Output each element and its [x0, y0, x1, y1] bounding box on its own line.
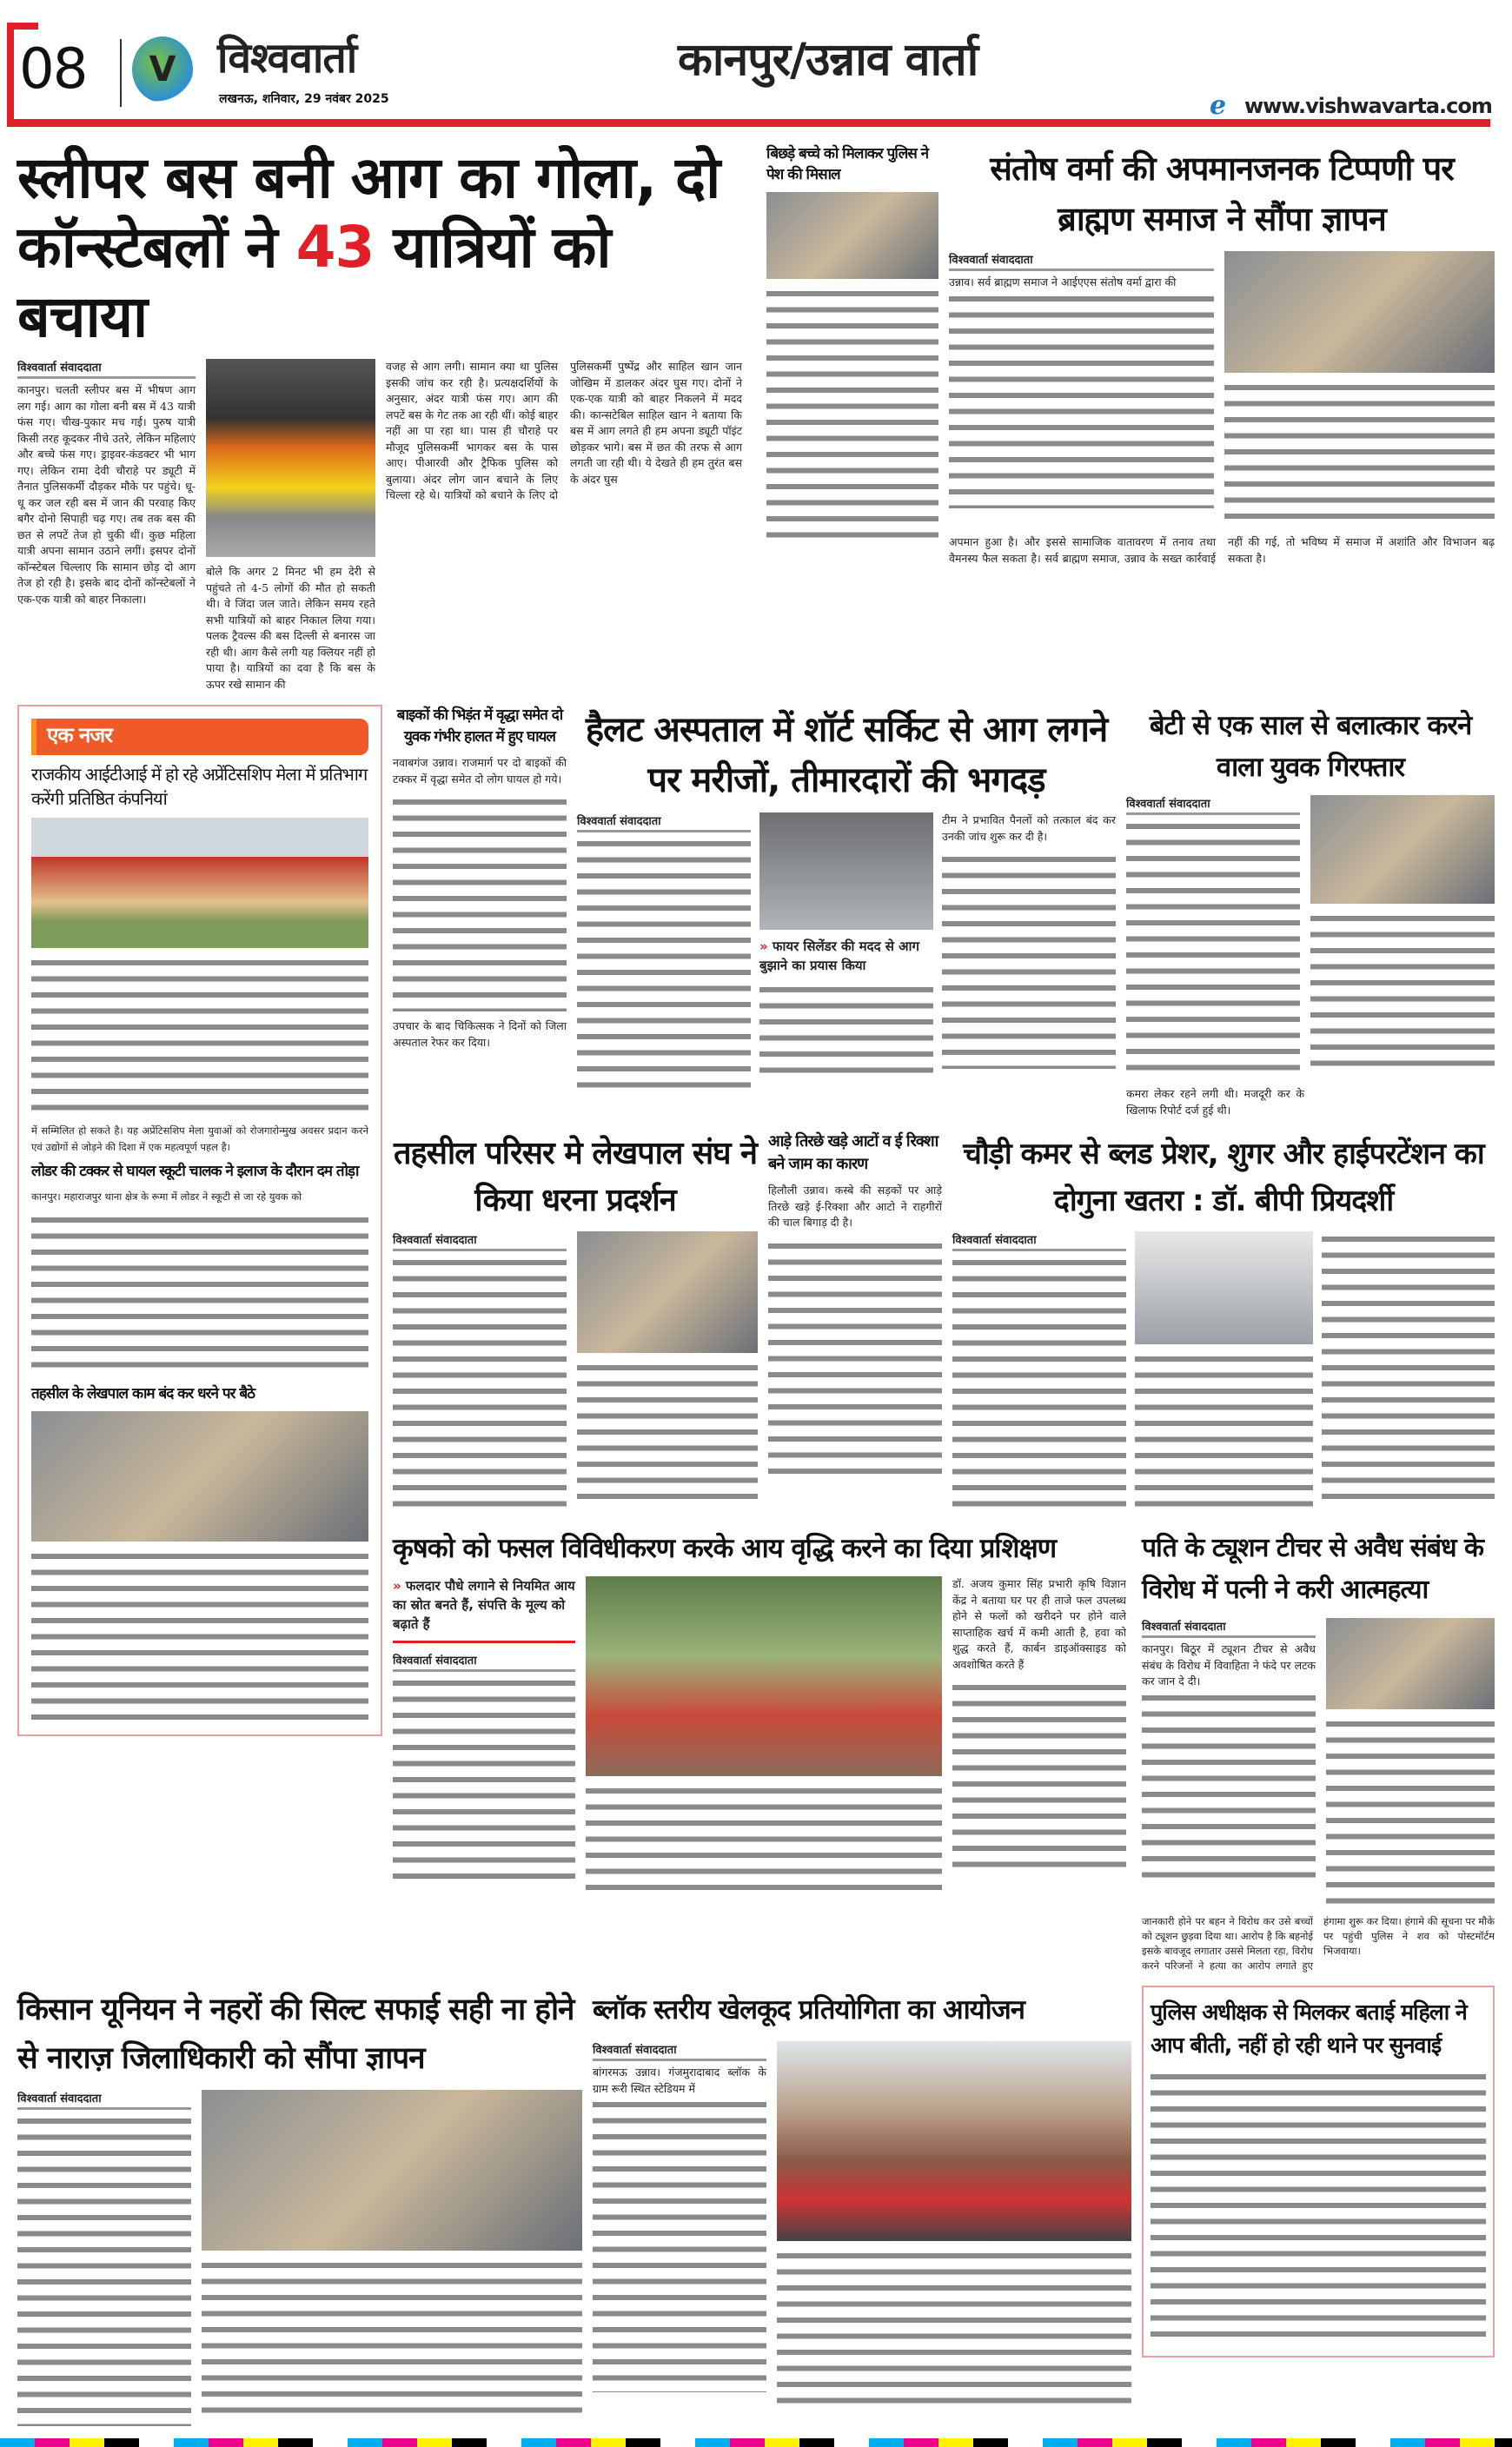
- byline: विश्ववार्ता संवाददाता: [1142, 1618, 1316, 1638]
- story-text: हिलौली उन्नाव। कस्बे की सड़कों पर आड़े तिरछे खड़े ई-रिक्शा और आटो ने राहगीरों की चाल बिगाड़ दी है।: [768, 1184, 942, 1229]
- headline-waist: चौड़ी कमर से ब्लड प्रेशर, शुगर और हाईपरटेंशन का दोगुना खतरा : डॉ. बीपी प्रियदर्शी: [963, 1137, 1484, 1218]
- story-bikes: [393, 705, 567, 1051]
- story-text-lines: [586, 1783, 942, 1896]
- sp-box: [1142, 1986, 1495, 2357]
- story-text-lines: [31, 1212, 368, 1377]
- story-text-lines: [593, 2097, 766, 2392]
- page-number: 08: [19, 37, 87, 102]
- headline-child: बिछड़े बच्चे को मिलाकर पुलिस ने पेश की मिसाल: [766, 145, 929, 183]
- headline-line1: स्लीपर बस बनी आग का गोला, दो: [17, 144, 720, 211]
- dateline: लखनऊ, शनिवार, 29 नवंबर 2025: [219, 92, 389, 106]
- story-text-lines: [1322, 1231, 1495, 1509]
- story-text: अपमान हुआ है। और इससे सामाजिक वातावरण में तनाव तथा वैमनस्य फैल सकता है। सर्व ब्राह्मण समाज, उन्नाव के सख्त कार्रवाई नहीं की गई, तो भविष्य में समाज में अशांति और विभाजन बढ़ सकता है।: [949, 535, 1495, 565]
- story-text-lines: [942, 852, 1116, 1069]
- headline-suicide: पति के ट्यूशन टीचर से अवैध संबंध के विरोध में पत्नी ने करी आत्महत्या: [1142, 1533, 1484, 1605]
- byline: विश्ववार्ता संवाददाता: [393, 1652, 575, 1672]
- story-text: में सम्मिलित हो सकते है। यह अप्रेंटिसशिप मेला युवाओं को रोजगारोन्मुख अवसर प्रदान करने एवं उद्योगों से जोड़ने की दिशा में एक महत्वपूर्ण पहल है।: [31, 1124, 368, 1153]
- story-text-lines: [1151, 2069, 1486, 2347]
- byline: विश्ववार्ता संवाददाता: [17, 2090, 191, 2110]
- story-text: कानपुर। महाराजपुर थाना क्षेत्र के रूमा में लोडर ने स्कूटी से जा रहे युवक को: [31, 1190, 302, 1203]
- byline: विश्ववार्ता संवाददाता: [17, 359, 196, 379]
- story-text-lines: [768, 1238, 942, 1482]
- bus-col1: [17, 359, 196, 607]
- masthead-area: [0, 0, 1512, 135]
- child-photo: [766, 192, 938, 279]
- story-jam: [768, 1131, 942, 1482]
- story-child: [766, 143, 938, 547]
- pullquote-text: फायर सिलेंडर की मदद से आग बुझाने का प्रयास किया: [759, 938, 919, 973]
- story-text-lines: [949, 291, 1214, 508]
- headline-iti: राजकीय आईटीआई में हो रहे अप्रेंटिसशिप मेला में प्रतिभाग करेंगी प्रतिष्ठित कंपनियां: [31, 764, 368, 809]
- lekhpal-photo: [31, 1411, 368, 1542]
- story-santosh: [949, 143, 1495, 567]
- story-text-lines: [17, 2113, 191, 2426]
- story-text: बोले कि अगर 2 मिनट भी हम देरी से पहुंचते तो 4-5 लोगों की मौत हो सकती थी। वे जिंदा जल जाते। लेकिन समय रहते सभी यात्रियों को बाहर निकाल लिया गया। पलक ट्रैवल्स की बस दिल्ली से बनारस जा रही थी। आग कैसे लगी यह क्लियर नहीं हो पाया है। यात्रियों का दवा है कि बस के ऊपर रखे सामान की: [206, 565, 375, 691]
- santosh-photo: [1224, 251, 1495, 373]
- headline-sp: पुलिस अधीक्षक से मिलकर बताई महिला ने आप बीती, नहीं हो रही थाने पर सुनवाई: [1151, 1999, 1467, 2058]
- story-sports: [593, 1986, 1131, 2404]
- website-url[interactable]: www.vishwavarta.com: [1244, 94, 1492, 118]
- story-text: टीम ने प्रभावित पैनलों को तत्काल बंद कर उनकी जांच शुरू कर दी है।: [942, 813, 1116, 843]
- byline: विश्ववार्ता संवाददाता: [393, 1231, 567, 1251]
- farmers-photo: [586, 1576, 942, 1776]
- story-text: कानपुर। चलती स्लीपर बस में भीषण आग लग गई। आग का गोला बनी बस में 43 यात्री फंस गए। चीख-पुकार मच गई। पुरुष यात्री किसी तरह कूदकर नीचे उतरे, लेकिन महिलाएं और बच्चे फंस गए। ड्राइवर-कंडक्टर भी भाग गए। लेकिन रामा देवी चौराहे पर ड्यूटी में तैनात पुलिसकर्मी दौड़कर मौके पर पहुंचे। धू-धू कर जल रही बस में जान की परवाह किए बगैर दोनो सिपाही चढ़ गए। तब तक बस की छत से लपटें तेज हो चुकी थीं। कुछ महिला यात्री अपना सामान उठाने लगीं। इसपर दोनों कॉन्स्टेबल चिल्लाए कि सामान छोड़ दो आग तेज हो रही है। इसके बाद दोनों कॉन्स्टेबलों ने एक-एक यात्री को बाहर निकाला।: [17, 383, 196, 606]
- headline-line2b: यात्रियों को बचाया: [17, 214, 611, 350]
- masthead-logo-icon: V: [132, 36, 193, 103]
- byline: विश्ववार्ता संवाददाता: [577, 812, 751, 832]
- color-registration-bar: [0, 2438, 1512, 2447]
- headline-loader: लोडर की टक्कर से घायल स्कूटी चालक ने इलाज के दौरान दम तोड़ा: [31, 1163, 359, 1180]
- headline-number: 43: [295, 214, 375, 281]
- story-text: उन्नाव। सर्व ब्राह्मण समाज ने आईएएस संतोष वर्मा द्वारा की: [949, 275, 1177, 288]
- story-text-lines: [952, 1255, 1126, 1515]
- story-text-lines: [1135, 1351, 1313, 1508]
- kisan-photo: [202, 2090, 582, 2251]
- arrest-photo: [1310, 795, 1495, 904]
- story-text: कानपुर। बिठूर में ट्यूशन टीचर से अवैध संबंध के विरोध में विवाहिता ने फंदे पर लटक कर जान दे दी।: [1142, 1642, 1316, 1688]
- waist-photo: [1135, 1231, 1313, 1344]
- headline-farmers: कृषको को फसल विविधीकरण करके आय वृद्धि करने का दिया प्रशिक्षण: [393, 1533, 1057, 1564]
- pullquote-fruit-trees: [393, 1576, 575, 1643]
- headline-arrest: बेटी से एक साल से बलात्कार करने वाला युवक गिरफ्तार: [1149, 710, 1472, 783]
- byline: विश्ववार्ता संवाददाता: [1126, 795, 1300, 815]
- story-text-lines: [1142, 1690, 1316, 1881]
- byline: विश्ववार्ता संवाददाता: [593, 2041, 766, 2061]
- pullquote-fire-cylinder: [759, 937, 933, 975]
- santosh-col: [949, 251, 1214, 508]
- headline-bikes: बाइकों की भिड़ंत में वृद्धा समेत दो युवक गंभीर हालत में हुए घायल: [396, 706, 563, 746]
- corner-accent: [7, 23, 38, 30]
- story-text: कमरा लेकर रहने लगी थी। मजदूरी कर के खिलाफ रिपोर्ट दर्ज हुई थी।: [1126, 1087, 1304, 1117]
- story-text: नवाबगंज उन्नाव। राजमार्ग पर दो बाइकों की टक्कर में वृद्धा समेत दो लोग घायल हो गये।: [393, 756, 567, 786]
- quote-mark-icon: »: [393, 1578, 406, 1594]
- headline-kisan: किसान यूनियन ने नहरों की सिल्ट सफाई सही ना होने से नाराज़ जिलाधिकारी को सौंपा ज्ञापन: [17, 1993, 574, 2076]
- story-text-lines: [1310, 911, 1495, 1071]
- child-text: [766, 286, 938, 547]
- story-text-lines: [1126, 819, 1300, 1079]
- story-text-lines: [952, 1680, 1126, 1871]
- story-bus-fire: [17, 143, 756, 693]
- story-kisan: [17, 1986, 582, 2426]
- story-text-lines: [393, 794, 567, 1011]
- story-text-lines: [577, 1360, 758, 1508]
- story-text-lines: [577, 836, 751, 1097]
- headline-santosh: संतोष वर्मा की अपमानजनक टिप्पणी पर ब्राह्मण समाज ने सौंपा ज्ञापन: [990, 149, 1454, 238]
- story-text-lines: [393, 1675, 575, 1884]
- headline-jam: आड़े तिरछे खड़े आटों व ई रिक्शा बने जाम का कारण: [768, 1132, 938, 1173]
- suicide-photo: [1326, 1618, 1495, 1709]
- headline-tehsil: तहसील परिसर मे लेखपाल संघ ने किया धरना प्रदर्शन: [393, 1136, 758, 1218]
- story-text-lines: [1326, 1716, 1495, 1907]
- story-text: बांगरमऊ उन्नाव। गंजमुरादाबाद ब्लॉक के ग्राम रूरी स्थित स्टेडियम में: [593, 2066, 766, 2095]
- story-text-lines: [202, 2258, 582, 2423]
- story-text-lines: [759, 982, 933, 1078]
- story-text: डॉ. अजय कुमार सिंह प्रभारी कृषि विज्ञान केंद्र ने बताया घर पर ही ताजे फल उपलब्ध होने से फलों को खरीदने पर होने वाले साप्ताहिक खर्च में कमी आती है, हवा को शुद्ध करते हैं, कार्बन डाइऑक्साइड को अवशोषित करते हैं: [952, 1577, 1126, 1671]
- story-waist: [952, 1131, 1495, 1515]
- headline-line2: कॉन्स्टेबलों ने: [17, 214, 277, 281]
- story-text-lines: [31, 955, 368, 1116]
- tehsil-photo: [577, 1231, 758, 1353]
- ek-nazar-box: [17, 705, 382, 1736]
- story-text: उपचार के बाद चिकित्सक ने दिनों को जिला अस्पताल रेफर कर दिया।: [393, 1019, 567, 1049]
- byline: विश्ववार्ता संवाददाता: [952, 1231, 1126, 1251]
- story-arrest: [1126, 705, 1495, 1118]
- section-title: कानपुर/उन्नाव वार्ता: [678, 34, 978, 86]
- story-hallet: [577, 705, 1116, 1097]
- divider: [120, 39, 122, 107]
- headline-sports: ब्लॉक स्तरीय खेलकूद प्रतियोगिता का आयोजन: [593, 1994, 1025, 2026]
- paper-name: विश्ववार्ता: [217, 34, 357, 83]
- story-text-lines: [393, 1255, 567, 1515]
- bus-col2: [206, 359, 375, 693]
- headline-lekhpal: तहसील के लेखपाल काम बंद कर धरने पर बैठे: [31, 1384, 255, 1403]
- quote-mark-icon: »: [759, 938, 773, 954]
- web-icon: e: [1210, 90, 1227, 121]
- story-text: जानकारी होने पर बहन ने विरोध कर उसे बच्चों को ट्यूशन छुड़वा दिया था। आरोप है कि बहनोई इसके बावजूद लगातार उससे मिलता रहा, विरोध करने परिजनों ने हत्या का आरोप लगाते हुए हंगामा शुरू कर दिया। हंगामे की सूचना पर मौके पर पहुंची पुलिस ने शव को पोस्टमॉर्टम भिजवाया।: [1142, 1915, 1495, 1972]
- headline-bus-fire: [17, 143, 756, 352]
- story-text-lines: [1224, 380, 1495, 527]
- story-tehsil: [393, 1131, 758, 1515]
- sports-photo: [777, 2041, 1131, 2241]
- iti-photo: [31, 818, 368, 948]
- story-farmers: [393, 1528, 1131, 1896]
- byline: विश्ववार्ता संवाददाता: [949, 251, 1214, 271]
- story-text-lines: [777, 2248, 1131, 2404]
- pullquote-text: फलदार पौधे लगाने से नियमित आय का स्रोत बनते हैं, संपत्ति के मूल्य को बढ़ाते हैं: [393, 1578, 575, 1632]
- story-text: वजह से आग लगी। सामान क्या था पुलिस इसकी जांच कर रही है। प्रत्यक्षदर्शियों के अनुसार, अंदर यात्री फंस गए। आग की लपटें बस के गेट तक आ रही थीं। कोई बाहर नहीं आ पा रहा था। पास ही चौराहे पर मौजूद पुलिसकर्मी भागकर बस के पास आए। पीआरवी और ट्रैफिक पुलिस को बुलाया। अंदर लोग जान बचाने के लिए चिल्ला रहे थे। यात्रियों को बचाने के लिए दो पुलिसकर्मी पुष्पेंद्र और साहिल खान जान जोखिम में डालकर अंदर घुस गए। दोनों ने एक-एक यात्री को बाहर निकलने में मदद की। कान्सटेबिल साहिल खान ने बताया कि बस में आग लगते ही हम अपना ड्यूटी पॉइंट छोड़कर भागे। बस में छत की तरफ से आग लगती जा रही थी। ये देखते ही हम तुरंत बस के अंदर घुस: [386, 360, 742, 501]
- ek-nazar-label: एक नजर: [31, 719, 368, 755]
- bus-fire-photo: [206, 359, 375, 557]
- story-text-lines: [31, 1548, 368, 1722]
- story-suicide: [1142, 1528, 1495, 1973]
- hallet-photo: [759, 812, 933, 930]
- headline-hallet: हैलट अस्पताल में शॉर्ट सर्किट से आग लगने पर मरीजों, तीमारदारों की भगदड़: [585, 710, 1108, 800]
